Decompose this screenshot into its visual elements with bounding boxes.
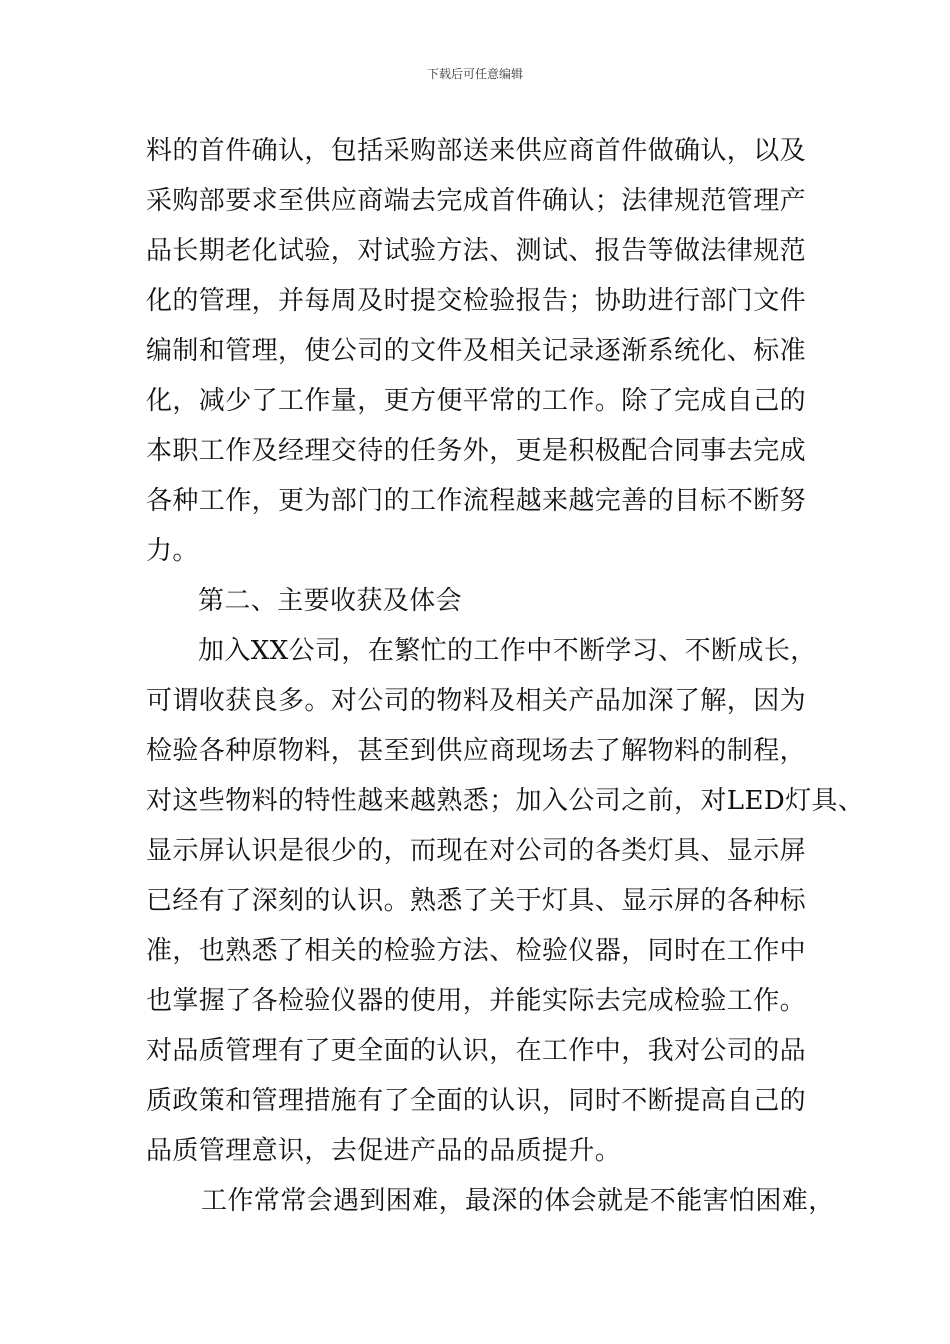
text-line: 品质管理意识，去促进产品的品质提升。 <box>146 1136 622 1166</box>
text-line: 已经有了深刻的认识。熟悉了关于灯具、显示屏的各种标 <box>146 886 807 916</box>
text-line: 采购部要求至供应商端去完成首件确认；法律规范管理产 <box>146 186 807 216</box>
text-line: 本职工作及经理交待的任务外，更是积极配合同事去完成 <box>146 436 807 466</box>
text-line: 显示屏认识是很少的，而现在对公司的各类灯具、显示屏 <box>146 836 807 866</box>
text-line: 准，也熟悉了相关的检验方法、检验仪器，同时在工作中 <box>146 936 807 966</box>
text-line: 对这些物料的特性越来越熟悉；加入公司之前，对LED灯具、 <box>146 786 865 816</box>
text-line: 料的首件确认，包括采购部送来供应商首件做确认，以及 <box>146 136 807 166</box>
text-line: 品长期老化试验，对试验方法、测试、报告等做法律规范 <box>146 236 807 266</box>
text-line: 对品质管理有了更全面的认识，在工作中，我对公司的品 <box>146 1036 807 1066</box>
text-line: 工作常常会遇到困难，最深的体会就是不能害怕困难， <box>201 1186 835 1216</box>
text-line: 化，减少了工作量，更方便平常的工作。除了完成自己的 <box>146 386 807 416</box>
text-line: 加入XX公司，在繁忙的工作中不断学习、不断成长， <box>198 636 817 666</box>
page-header: 下载后可任意编辑 <box>426 67 523 81</box>
text-line: 化的管理，并每周及时提交检验报告；协助进行部门文件 <box>146 286 807 316</box>
text-line: 也掌握了各检验仪器的使用，并能实际去完成检验工作。 <box>146 986 807 1016</box>
text-line: 各种工作，更为部门的工作流程越来越完善的目标不断努 <box>146 486 807 516</box>
text-line: 质政策和管理措施有了全面的认识，同时不断提高自己的 <box>146 1086 807 1116</box>
section-heading: 第二、主要收获及体会 <box>198 586 463 616</box>
text-line: 可谓收获良多。对公司的物料及相关产品加深了解，因为 <box>146 686 807 716</box>
document-body <box>146 126 865 1226</box>
text-line: 力。 <box>146 536 199 566</box>
text-line: 检验各种原物料，甚至到供应商现场去了解物料的制程， <box>146 736 807 766</box>
text-line: 编制和管理，使公司的文件及相关记录逐渐系统化、标准 <box>146 336 807 366</box>
